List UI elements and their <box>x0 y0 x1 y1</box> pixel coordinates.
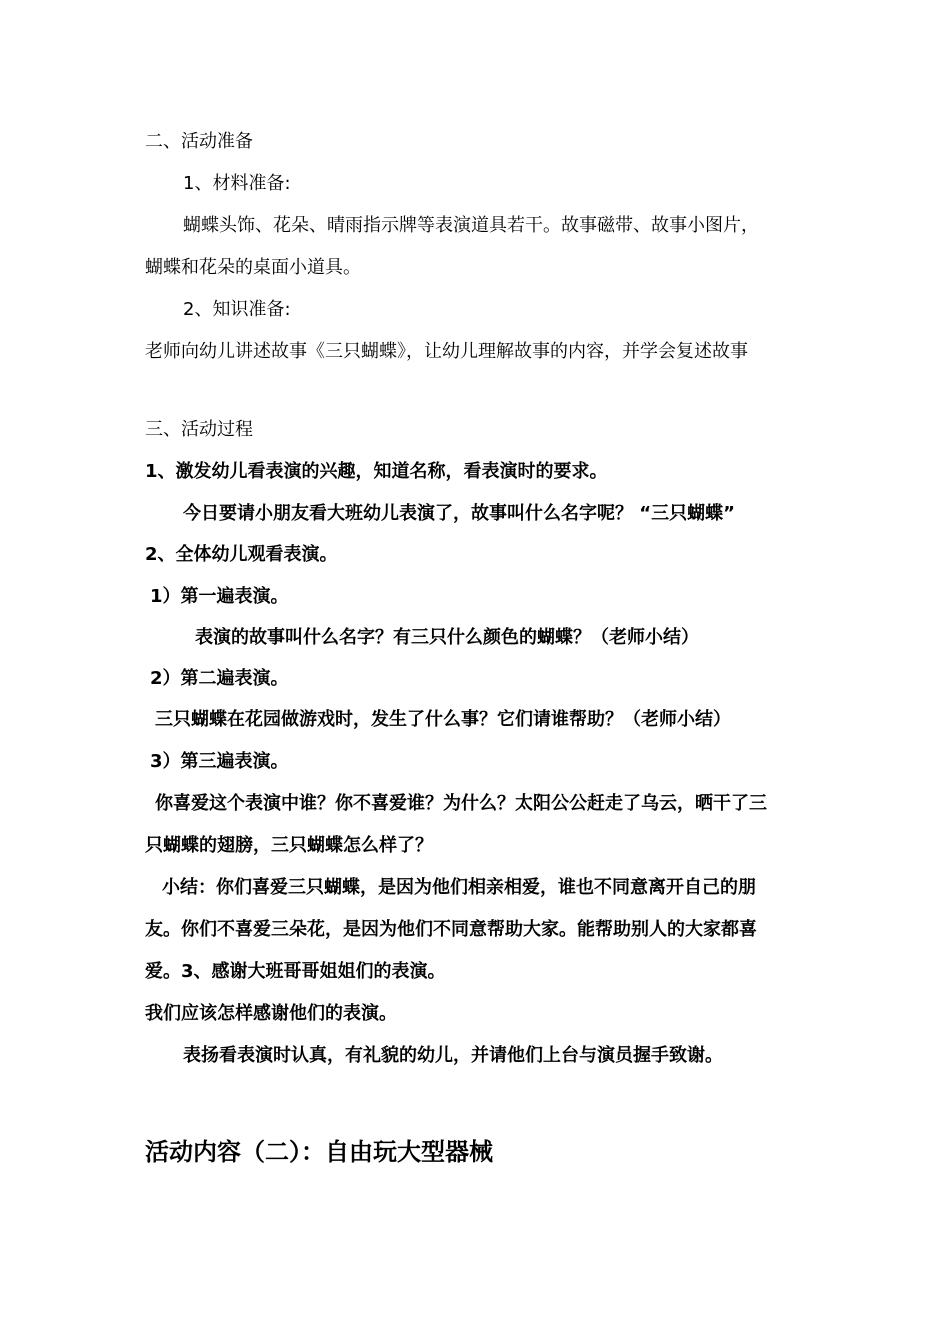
section-heading-prep: 二、活动准备 <box>145 131 253 152</box>
materials-text-line2: 蝴蝶和花朵的桌面小道具。 <box>145 257 361 278</box>
knowledge-heading: 2、知识准备: <box>183 299 291 320</box>
knowledge-text: 老师向幼儿讲述故事《三只蝴蝶》，让幼儿理解故事的内容，并学会复述故事 <box>145 341 748 362</box>
round1-text: 表演的故事叫什么名字？有三只什么颜色的蝴蝶？（老师小结） <box>195 627 699 648</box>
materials-heading: 1、材料准备: <box>183 173 291 194</box>
materials-text-line1: 蝴蝶头饰、花朵、晴雨指示牌等表演道具若干。故事磁带、故事小图片， <box>183 215 759 236</box>
section-heading-process: 三、活动过程 <box>145 419 253 440</box>
summary-line3: 爱。3、感谢大班哥哥姐姐们的表演。 <box>145 961 446 982</box>
thanks-question: 我们应该怎样感谢他们的表演。 <box>145 1003 397 1024</box>
activity2-title: 活动内容（二）：自由玩大型器械 <box>145 1138 493 1166</box>
round3-text-line1: 你喜爱这个表演中谁？你不喜爱谁？为什么？太阳公公赶走了乌云，晒干了三 <box>155 793 767 814</box>
praise-text: 表扬看表演时认真，有礼貌的幼儿，并请他们上台与演员握手致谢。 <box>183 1045 723 1066</box>
step2-title: 2、全体幼儿观看表演。 <box>145 544 338 565</box>
round3-title: 3）第三遍表演。 <box>150 751 289 772</box>
summary-line1: 小结：你们喜爱三只蝴蝶，是因为他们相亲相爱，谁也不同意离开自己的朋 <box>162 877 756 898</box>
round2-title: 2）第二遍表演。 <box>150 668 289 689</box>
step1-title: 1、激发幼儿看表演的兴趣，知道名称，看表演时的要求。 <box>145 461 608 482</box>
round1-title: 1）第一遍表演。 <box>150 586 289 607</box>
step1-text: 今日要请小朋友看大班幼儿表演了，故事叫什么名字呢？ “三只蝴蝶” <box>183 503 735 524</box>
summary-line2: 友。你们不喜爱三朵花，是因为他们不同意帮助大家。能帮助别人的大家都喜 <box>145 919 757 940</box>
round2-text: 三只蝴蝶在花园做游戏时，发生了什么事？它们请谁帮助？（老师小结） <box>155 709 731 730</box>
round3-text-line2: 只蝴蝶的翅膀，三只蝴蝶怎么样了？ <box>145 835 433 856</box>
